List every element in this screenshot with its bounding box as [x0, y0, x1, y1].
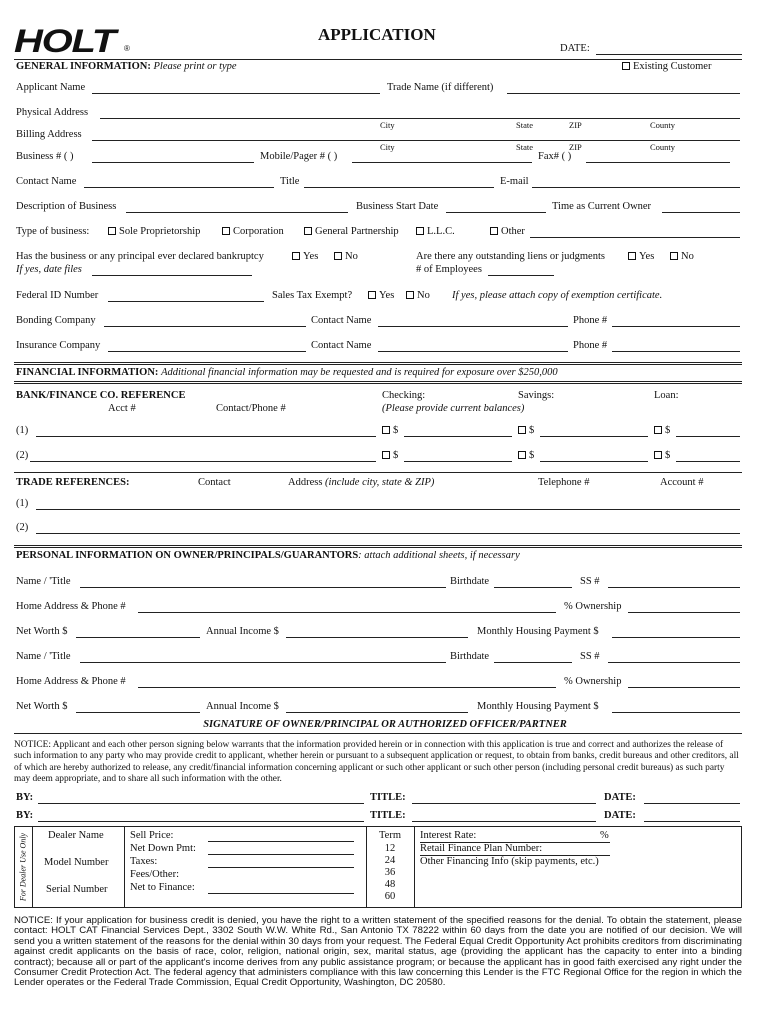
fax-field[interactable] — [586, 162, 730, 163]
fax-label: Fax# ( ) — [538, 151, 572, 162]
checkbox-icon[interactable] — [654, 426, 662, 434]
net-down-label: Net Down Pmt: — [130, 843, 196, 854]
balances-note: (Please provide current balances) — [382, 403, 525, 414]
taxes-field[interactable] — [208, 867, 354, 868]
registered-mark: ® — [124, 44, 130, 53]
retail-plan-label: Retail Finance Plan Number: — [420, 843, 543, 854]
business-start-field[interactable] — [446, 212, 546, 213]
financial-heading: FINANCIAL INFORMATION: Additional financial information may be requested and is required for exposure over $250,000 — [16, 367, 558, 378]
type-of-business-label: Type of business: — [16, 226, 90, 237]
loan-label: Loan: — [654, 390, 679, 401]
home-address-label-1: Home Address & Phone # — [16, 601, 126, 612]
trade-row-2-label: (2) — [16, 522, 29, 533]
employees-label: # of Employees — [416, 264, 482, 275]
title-label: Title — [280, 176, 300, 187]
checkbox-icon[interactable] — [518, 426, 526, 434]
term-option[interactable]: 36 — [384, 867, 396, 878]
contact-name-field[interactable] — [84, 187, 274, 188]
insurance-company-label: Insurance Company — [16, 340, 101, 351]
monthly-housing-field-1[interactable] — [612, 637, 740, 638]
by-label-2: BY: — [16, 810, 34, 821]
checkbox-icon[interactable] — [382, 451, 390, 459]
city-caption: City — [380, 142, 395, 152]
name-title-label-2: Name / 'Title — [16, 651, 71, 662]
birthdate-field-1[interactable] — [494, 587, 572, 588]
birthdate-field-2[interactable] — [494, 662, 572, 663]
bank-row-1-field[interactable] — [36, 436, 376, 437]
email-label: E-mail — [500, 176, 529, 187]
checkbox-icon[interactable] — [490, 227, 498, 235]
signature-notice: NOTICE: Applicant and each other person signing below warrants that the information provided herein or in connection with this application is true and correct and authorizes the release of such information to any party who may provide credit to applicant, whether herein or pursuant to a subsequent application or request, to obtain from banks, credit bureaus and other creditors, all of which are hereby authorized to release, any credit/financial information concerning applicant or such other applicant or such other person (including personal credit bureaus) as such party may deem appropriate, and to share all such information with the other. — [14, 740, 739, 785]
checkbox-icon[interactable] — [334, 252, 342, 260]
net-to-finance-label: Net to Finance: — [130, 882, 195, 893]
serial-number-label: Serial Number — [46, 884, 108, 895]
ownership-field-2[interactable] — [628, 687, 740, 688]
title-field[interactable] — [304, 187, 494, 188]
insurance-contact-label: Contact Name — [311, 340, 372, 351]
by-label-1: BY: — [16, 792, 34, 803]
ss-field-1[interactable] — [608, 587, 740, 588]
annual-income-field-1[interactable] — [286, 637, 468, 638]
applicant-name-field[interactable] — [92, 93, 380, 94]
zip-caption: ZIP — [569, 120, 582, 130]
physical-address-field[interactable] — [100, 118, 740, 119]
checking-label: Checking: — [382, 390, 426, 401]
savings-1-field[interactable] — [540, 436, 648, 437]
title-label-1: TITLE: — [370, 792, 406, 803]
email-field[interactable] — [532, 187, 740, 188]
model-number-label: Model Number — [44, 857, 109, 868]
state-caption: State — [516, 120, 533, 130]
other-option[interactable]: Other — [490, 226, 525, 238]
sales-tax-no[interactable]: No — [406, 290, 430, 302]
loan-2-field[interactable] — [676, 461, 740, 462]
llc-option[interactable]: L.L.C. — [416, 226, 455, 238]
date-label-1: DATE: — [604, 792, 636, 803]
sell-price-field[interactable] — [208, 841, 354, 842]
savings-1[interactable]: $ — [518, 425, 534, 437]
trade-heading: TRADE REFERENCES: — [16, 477, 130, 488]
checkbox-icon[interactable] — [670, 252, 678, 260]
by-field-1[interactable] — [38, 803, 364, 804]
dealer-side-label: For Dealer Use Only — [18, 832, 28, 902]
bonding-company-label: Bonding Company — [16, 315, 96, 326]
net-worth-field-1[interactable] — [76, 637, 200, 638]
savings-2[interactable]: $ — [518, 450, 534, 462]
checkbox-icon[interactable] — [628, 252, 636, 260]
insurance-phone-label: Phone # — [573, 340, 608, 351]
birthdate-label-1: Birthdate — [450, 576, 490, 587]
general-partnership-option[interactable]: General Partnership — [304, 226, 399, 238]
liens-question: Are there any outstanding liens or judgments — [416, 251, 605, 262]
date-label: DATE: — [560, 43, 590, 54]
city-caption: City — [380, 120, 395, 130]
bankruptcy-question: Has the business or any principal ever declared bankruptcy — [16, 251, 264, 262]
federal-id-label: Federal ID Number — [16, 290, 99, 301]
mobile-pager-field[interactable] — [352, 162, 532, 163]
description-label: Description of Business — [16, 201, 117, 212]
liens-yes[interactable]: Yes — [628, 251, 654, 263]
bonding-phone-field[interactable] — [612, 326, 740, 327]
mobile-pager-label: Mobile/Pager # ( ) — [260, 151, 338, 162]
title-field-2[interactable] — [412, 821, 596, 822]
employees-field[interactable] — [488, 275, 554, 276]
state-caption: State — [516, 142, 533, 152]
net-down-field[interactable] — [208, 854, 354, 855]
ss-field-2[interactable] — [608, 662, 740, 663]
monthly-housing-label-2: Monthly Housing Payment $ — [477, 701, 599, 712]
divider — [14, 59, 742, 60]
other-financing-label: Other Financing Info (skip payments, etc.) — [420, 856, 599, 867]
birthdate-label-2: Birthdate — [450, 651, 490, 662]
divider — [14, 733, 742, 734]
divider — [32, 826, 33, 908]
trade-row-1-field[interactable] — [36, 509, 740, 510]
net-worth-field-2[interactable] — [76, 712, 200, 713]
bank-row-1-label: (1) — [16, 425, 29, 436]
home-address-field-1[interactable] — [138, 612, 556, 613]
personal-heading: PERSONAL INFORMATION ON OWNER/PRINCIPALS/GUARANTORS: attach additional sheets, if necessary — [16, 550, 520, 561]
checking-2-field[interactable] — [404, 461, 512, 462]
corporation-option[interactable]: Corporation — [222, 226, 284, 238]
insurance-phone-field[interactable] — [612, 351, 740, 352]
net-worth-label-2: Net Worth $ — [16, 701, 68, 712]
checkbox-icon[interactable] — [368, 291, 376, 299]
name-title-field-2[interactable] — [80, 662, 446, 663]
ownership-label-2: % Ownership — [564, 676, 622, 687]
loan-1-field[interactable] — [676, 436, 740, 437]
date-files-label: If yes, date files — [16, 264, 82, 275]
annual-income-field-2[interactable] — [286, 712, 468, 713]
time-owner-label: Time as Current Owner — [552, 201, 652, 212]
checking-1[interactable]: $ — [382, 425, 398, 437]
county-caption: County — [650, 120, 676, 130]
acct-label: Acct # — [108, 403, 136, 414]
net-worth-label-1: Net Worth $ — [16, 626, 68, 637]
loan-1[interactable]: $ — [654, 425, 670, 437]
savings-label: Savings: — [518, 390, 555, 401]
trade-name-label: Trade Name (if different) — [387, 82, 494, 93]
term-option[interactable]: 24 — [384, 855, 396, 866]
business-start-label: Business Start Date — [356, 201, 439, 212]
trade-account-label: Account # — [660, 477, 704, 488]
ss-label-1: SS # — [580, 576, 600, 587]
divider — [124, 826, 125, 908]
date-label-2: DATE: — [604, 810, 636, 821]
page-title: APPLICATION — [318, 25, 436, 44]
date-files-field[interactable] — [92, 275, 252, 276]
ss-label-2: SS # — [580, 651, 600, 662]
date-field-1[interactable] — [644, 803, 740, 804]
bank-row-2-label: (2) — [16, 450, 29, 461]
annual-income-label-1: Annual Income $ — [206, 626, 279, 637]
county-caption: County — [650, 142, 676, 152]
checkbox-icon[interactable] — [622, 62, 630, 70]
date-field[interactable] — [596, 54, 742, 55]
liens-no[interactable]: No — [670, 251, 694, 263]
divider — [414, 826, 415, 908]
home-address-field-2[interactable] — [138, 687, 556, 688]
name-title-label-1: Name / 'Title — [16, 576, 71, 587]
ownership-field-1[interactable] — [628, 612, 740, 613]
ownership-label-1: % Ownership — [564, 601, 622, 612]
contact-name-label: Contact Name — [16, 176, 77, 187]
business-phone-field[interactable] — [92, 162, 254, 163]
insurance-company-field[interactable] — [108, 351, 306, 352]
billing-address-label: Billing Address — [16, 129, 82, 140]
trade-row-2-field[interactable] — [36, 533, 740, 534]
signature-heading: SIGNATURE OF OWNER/PRINCIPAL OR AUTHORIZED OFFICER/PARTNER — [203, 719, 567, 730]
sales-tax-label: Sales Tax Exempt? — [272, 290, 353, 301]
federal-id-field[interactable] — [108, 301, 264, 302]
date-field-2[interactable] — [644, 821, 740, 822]
bonding-phone-label: Phone # — [573, 315, 608, 326]
divider — [14, 472, 742, 473]
general-heading: GENERAL INFORMATION: Please print or type — [16, 61, 237, 72]
monthly-housing-field-2[interactable] — [612, 712, 740, 713]
term-option[interactable]: 60 — [384, 891, 396, 902]
other-field[interactable] — [530, 237, 740, 238]
bonding-contact-field[interactable] — [378, 326, 568, 327]
checkbox-icon[interactable] — [406, 291, 414, 299]
term-label: Term — [378, 830, 401, 841]
net-to-finance-field[interactable] — [208, 893, 354, 894]
trade-row-1-label: (1) — [16, 498, 29, 509]
insurance-contact-field[interactable] — [378, 351, 568, 352]
checkbox-icon[interactable] — [304, 227, 312, 235]
applicant-name-label: Applicant Name — [16, 82, 86, 93]
home-address-label-2: Home Address & Phone # — [16, 676, 126, 687]
divider — [14, 362, 742, 365]
checking-2[interactable]: $ — [382, 450, 398, 462]
checkbox-icon[interactable] — [518, 451, 526, 459]
divider — [14, 545, 742, 548]
zip-caption: ZIP — [569, 142, 582, 152]
trade-contact-label: Contact — [198, 477, 231, 488]
monthly-housing-label-1: Monthly Housing Payment $ — [477, 626, 599, 637]
billing-address-field[interactable] — [92, 140, 740, 141]
bank-row-2-field[interactable] — [30, 461, 376, 462]
divider — [14, 381, 742, 384]
percent-sign: % — [600, 830, 609, 841]
bonding-contact-label: Contact Name — [311, 315, 372, 326]
checking-1-field[interactable] — [404, 436, 512, 437]
fees-other-label: Fees/Other: — [130, 869, 179, 880]
bankruptcy-yes[interactable]: Yes — [292, 251, 318, 263]
checkbox-icon[interactable] — [382, 426, 390, 434]
by-field-2[interactable] — [38, 821, 364, 822]
term-option[interactable]: 12 — [384, 843, 396, 854]
checkbox-icon[interactable] — [416, 227, 424, 235]
savings-2-field[interactable] — [540, 461, 648, 462]
dealer-name-label: Dealer Name — [48, 830, 104, 841]
sales-tax-yes[interactable]: Yes — [368, 290, 394, 302]
term-option[interactable]: 48 — [384, 879, 396, 890]
checkbox-icon[interactable] — [222, 227, 230, 235]
business-phone-label: Business # ( ) — [16, 151, 74, 162]
bonding-company-field[interactable] — [104, 326, 306, 327]
name-title-field-1[interactable] — [80, 587, 446, 588]
trade-name-field[interactable] — [507, 93, 740, 94]
interest-rate-label: Interest Rate: — [420, 830, 477, 841]
contact-phone-label: Contact/Phone # — [216, 403, 286, 414]
description-field[interactable] — [126, 212, 348, 213]
loan-2[interactable]: $ — [654, 450, 670, 462]
sole-proprietorship-option[interactable]: Sole Proprietorship — [108, 226, 200, 238]
checkbox-icon[interactable] — [108, 227, 116, 235]
trade-address-label: Address (include city, state & ZIP) — [288, 477, 435, 488]
bank-reference-heading: BANK/FINANCE CO. REFERENCE — [16, 390, 186, 401]
bankruptcy-no[interactable]: No — [334, 251, 358, 263]
ecoa-notice: NOTICE: If your application for business credit is denied, you have the right to a written statement of the specified reasons for the denial. To obtain the statement, please contact: HOLT CAT Financial Services Dept., 3302 South W.W. White Rd., San Antonio TX 78222 within 60 days from the date you are notified of our decision. We will send you a written statement of the reasons for the denial within 30 days from your request. The Federal Equal Credit Opportunity Act prohibits creditors from discriminating against credit applicants on the basis of race, color, religion, national origin, sex, marital status, age (providing the applicant has the capacity to enter into a binding contract); because all or part of the applicant's income derives from any public assistance program; or because the applicant has in good faith exercised any right under the Consumer Credit Protection Act. The federal agency that administers compliance with this law concerning this Lender is the FTC Regional Office for the region in which the Lender operates or the Federal Trade Commission, Equal Credit Opportunity, Washington, DC 20580. — [14, 915, 742, 989]
title-label-2: TITLE: — [370, 810, 406, 821]
taxes-label: Taxes: — [130, 856, 158, 867]
checkbox-icon[interactable] — [654, 451, 662, 459]
checkbox-icon[interactable] — [292, 252, 300, 260]
title-field-1[interactable] — [412, 803, 596, 804]
trade-telephone-label: Telephone # — [538, 477, 590, 488]
physical-address-label: Physical Address — [16, 107, 89, 118]
annual-income-label-2: Annual Income $ — [206, 701, 279, 712]
time-owner-field[interactable] — [662, 212, 740, 213]
exemption-note: If yes, please attach copy of exemption certificate. — [452, 290, 663, 301]
sell-price-label: Sell Price: — [130, 830, 174, 841]
holt-logo: HOLT — [14, 23, 115, 59]
existing-customer[interactable]: Existing Customer — [622, 61, 711, 73]
